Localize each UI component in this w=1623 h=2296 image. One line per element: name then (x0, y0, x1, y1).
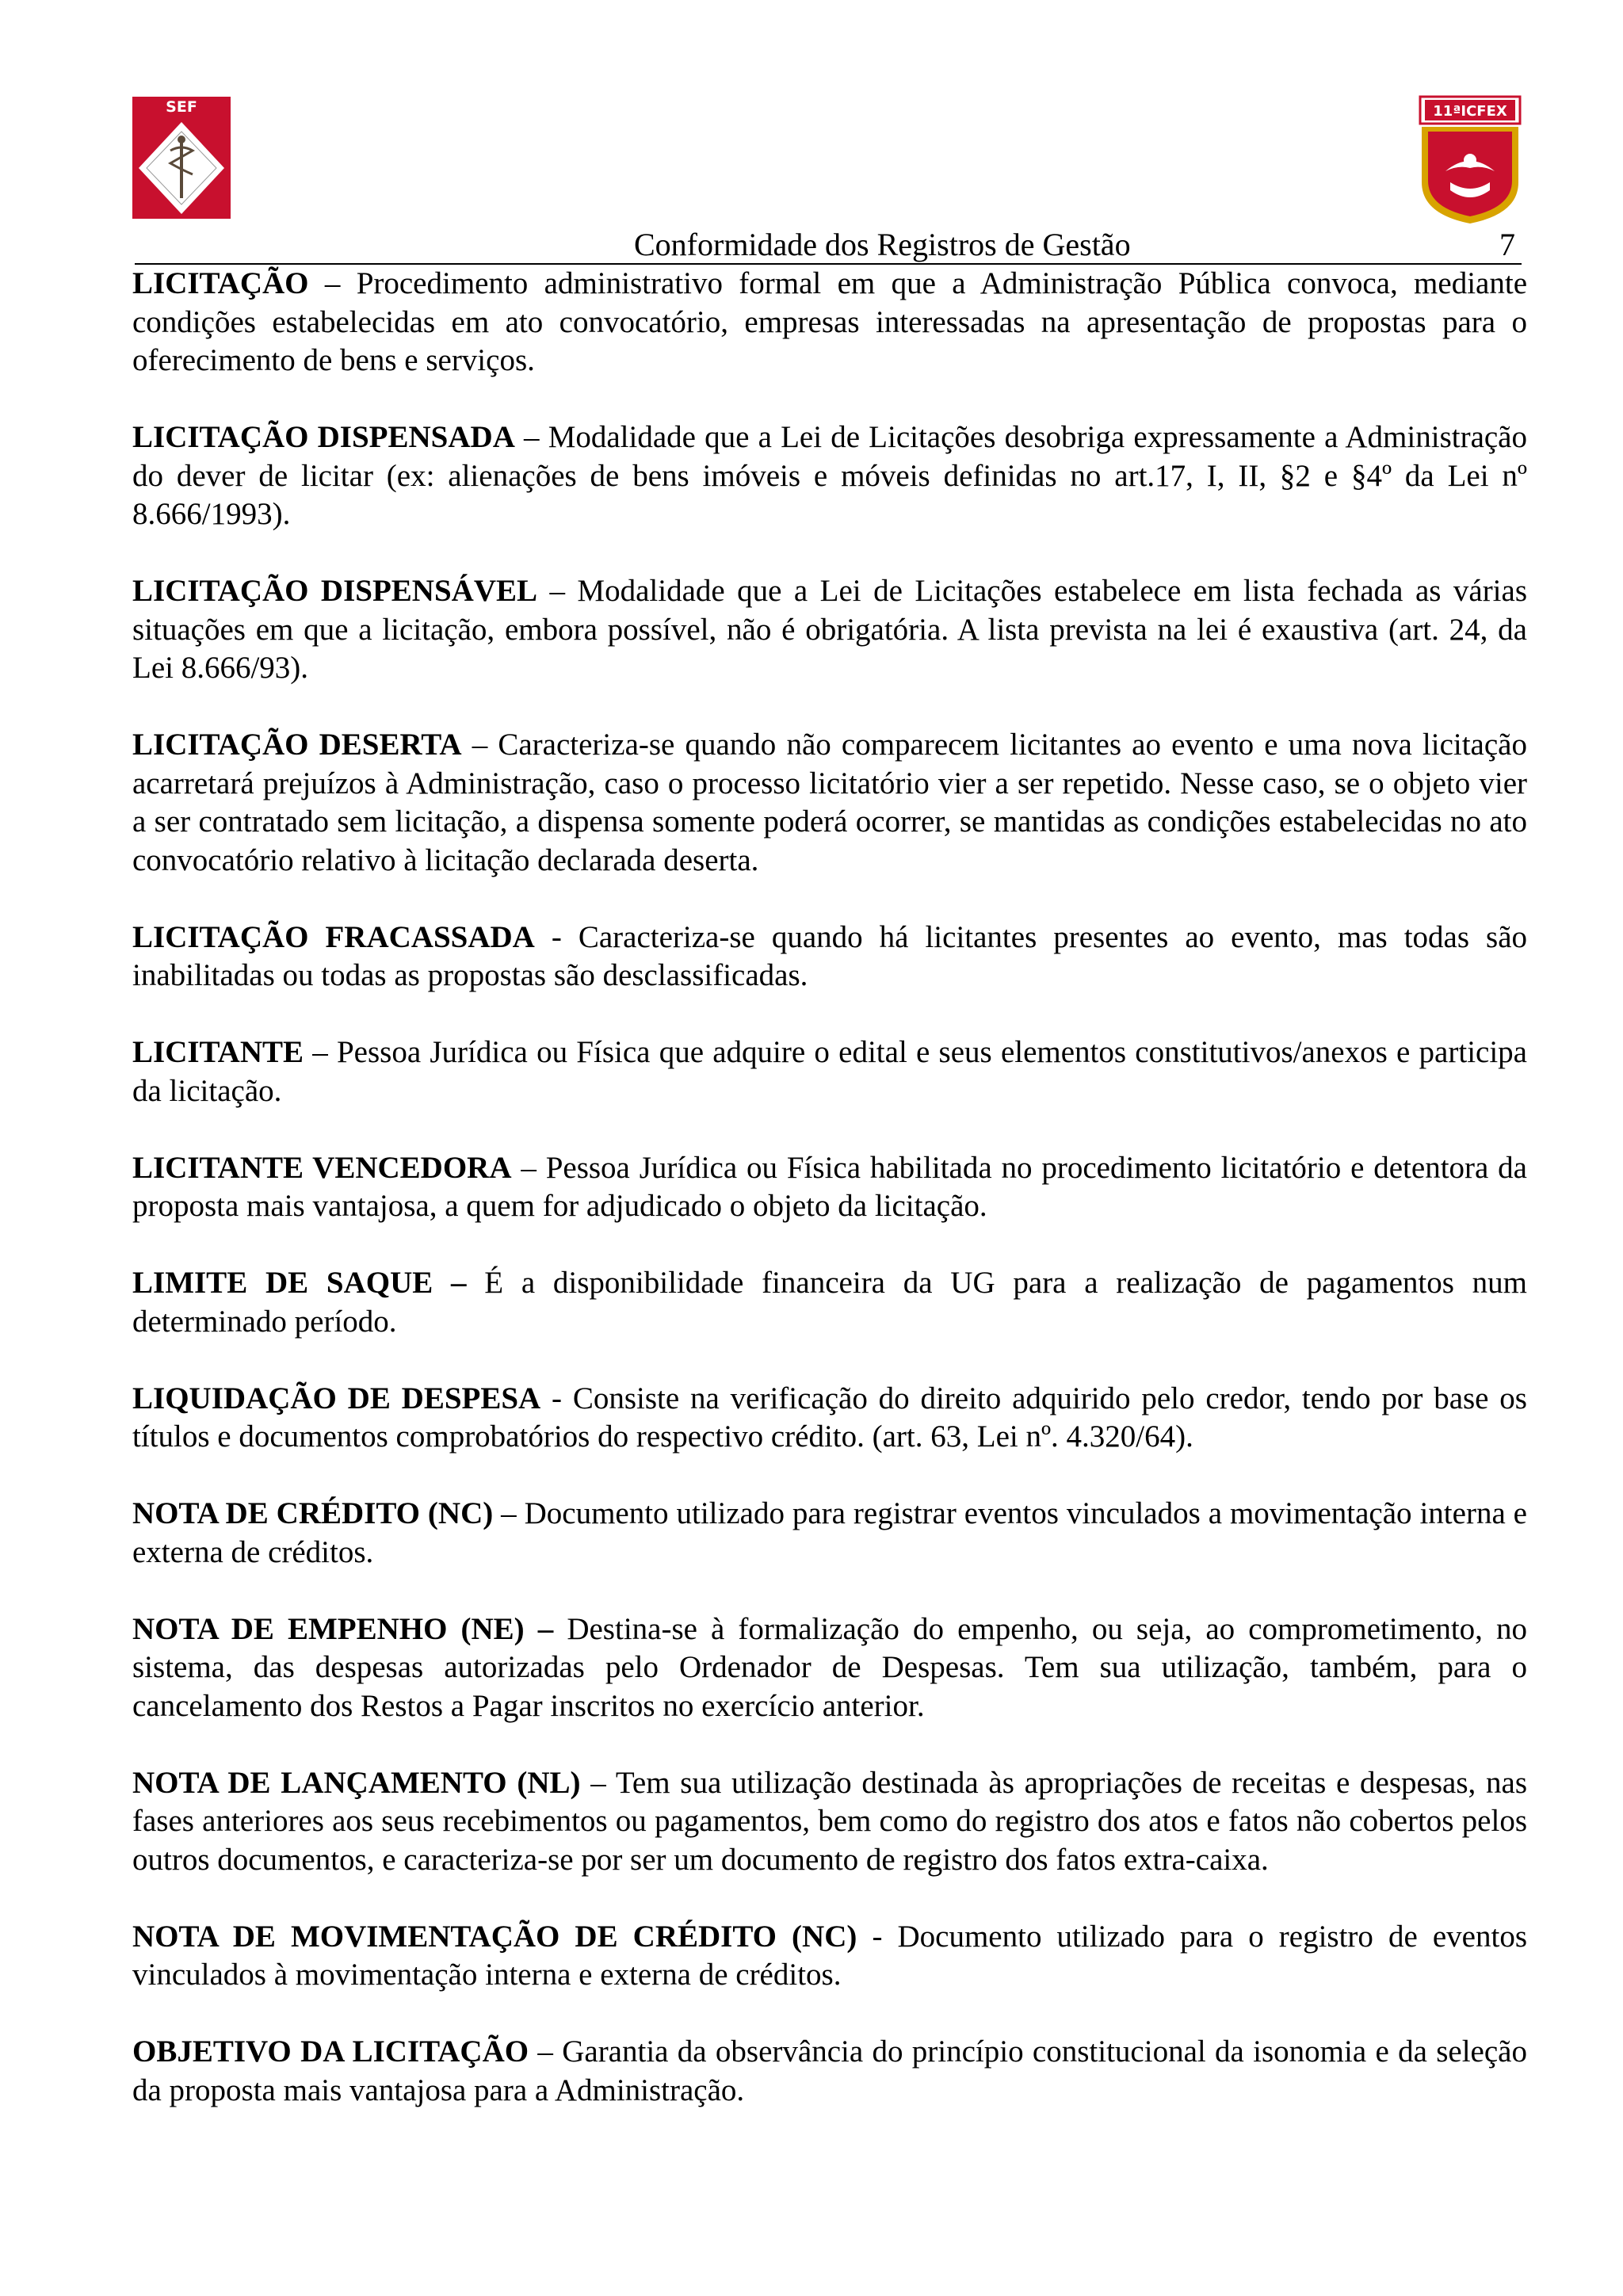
icfex-logo (1419, 95, 1522, 226)
paragraph-gap (132, 1725, 1527, 1764)
glossary-definition: Tem sua utilização destinada às apropriações de receitas e despesas, nas fases anteriores aos seus recebimentos ou pagamentos, bem como do registro dos atos e fatos não cobertos pelos outros documentos, e caracteriza-se por ser um documento de registro dos fatos extra-caixa. (132, 1765, 1528, 1877)
paragraph-gap (132, 1110, 1527, 1149)
paragraph-gap (132, 380, 1527, 419)
glossary-entry (132, 418, 1527, 534)
glossary-term: LICITANTE (132, 1035, 304, 1069)
glossary-entry (132, 2033, 1527, 2110)
term-separator: - (534, 919, 579, 954)
glossary-definition: É a disponibilidade financeira da UG para a realização de pagamentos num determinado período. (132, 1266, 1527, 1339)
glossary-term: LIMITE DE SAQUE – (132, 1266, 467, 1300)
glossary-entry (132, 265, 1527, 380)
paragraph-gap (132, 1226, 1527, 1265)
term-separator: – (308, 266, 357, 300)
glossary-definition: Documento utilizado para registrar eventos vinculados a movimentação interna e externa de créditos. (132, 1496, 1527, 1569)
sef-logo (131, 95, 232, 222)
paragraph-gap (132, 1457, 1527, 1496)
term-separator: – (529, 2034, 563, 2069)
term-separator: – (537, 574, 578, 608)
paragraph-gap (132, 880, 1527, 919)
glossary-entry (132, 726, 1527, 880)
paragraph-gap (132, 688, 1527, 727)
glossary-entry (132, 1495, 1527, 1572)
glossary-content (132, 265, 1527, 2110)
term-separator: – (580, 1765, 616, 1800)
term-separator: – (511, 1150, 546, 1185)
paragraph-gap (132, 534, 1527, 573)
glossary-term: NOTA DE EMPENHO (NE) – (132, 1611, 554, 1646)
paragraph-gap (132, 1879, 1527, 1918)
glossary-definition: Modalidade que a Lei de Licitações desobriga expressamente a Administração do dever de licitar (ex: alienações de bens imóveis e móveis definidas no art.17, I, II, §2 e §4º da Lei nº 8.666/1993). (132, 420, 1527, 531)
glossary-definition: Consiste na verificação do direito adquirido pelo credor, tendo por base os títulos e documentos comprobatórios do respectivo crédito. (art. 63, Lei nº. 4.320/64). (132, 1381, 1527, 1454)
page-number: 7 (1499, 227, 1515, 262)
glossary-term: LICITAÇÃO DISPENSÁVEL (132, 574, 538, 608)
glossary-term: LICITAÇÃO FRACASSADA (132, 919, 535, 954)
glossary-entry (132, 1918, 1527, 1995)
glossary-entry (132, 1149, 1527, 1226)
paragraph-gap (132, 1341, 1527, 1380)
glossary-term: NOTA DE LANÇAMENTO (NL) (132, 1765, 581, 1800)
glossary-definition: Caracteriza-se quando há licitantes presentes ao evento, mas todas são inabilitadas ou todas as propostas são desclassificadas. (132, 919, 1527, 992)
glossary-entry (132, 1380, 1527, 1457)
glossary-entry (132, 1264, 1527, 1341)
glossary-term: LICITAÇÃO DISPENSADA (132, 420, 515, 454)
svg-text:11ªICFEX: 11ªICFEX (1433, 103, 1507, 120)
glossary-entry (132, 1610, 1527, 1726)
term-separator: – (493, 1496, 525, 1530)
glossary-term: LICITAÇÃO DESERTA (132, 728, 462, 762)
glossary-definition: Documento utilizado para o registro de eventos vinculados à movimentação interna e externa de créditos. (132, 1919, 1527, 1992)
glossary-term: OBJETIVO DA LICITAÇÃO (132, 2034, 529, 2069)
term-separator: – (461, 728, 498, 762)
term-separator: – (514, 420, 548, 454)
glossary-definition: Pessoa Jurídica ou Física habilitada no procedimento licitatório e detentora da proposta mais vantajosa, a quem for adjudicado o objeto da licitação. (132, 1150, 1527, 1223)
glossary-entry (132, 572, 1527, 688)
glossary-entry (132, 1033, 1527, 1110)
paragraph-gap (132, 995, 1527, 1034)
term-separator: - (540, 1381, 573, 1415)
glossary-term: LIQUIDAÇÃO DE DESPESA (132, 1381, 541, 1415)
running-header (135, 227, 1522, 265)
header-title: Conformidade dos Registros de Gestão (634, 227, 1131, 262)
svg-text:SEF: SEF (166, 98, 197, 116)
term-separator: – (304, 1035, 337, 1069)
glossary-term: NOTA DE CRÉDITO (NC) (132, 1496, 494, 1530)
glossary-entry (132, 919, 1527, 995)
term-separator: - (857, 1919, 898, 1954)
glossary-definition: Pessoa Jurídica ou Física que adquire o edital e seus elementos constitutivos/anexos e participa da licitação. (132, 1035, 1527, 1108)
paragraph-gap (132, 1572, 1527, 1610)
glossary-term: NOTA DE MOVIMENTAÇÃO DE CRÉDITO (NC) (132, 1919, 857, 1954)
glossary-definition: Modalidade que a Lei de Licitações estabelece em lista fechada as várias situações em que a licitação, embora possível, não é obrigatória. A lista prevista na lei é exaustiva (art. 24, da Lei 8.666/93). (132, 574, 1527, 685)
glossary-definition: Garantia da observância do princípio constitucional da isonomia e da seleção da proposta mais vantajosa para a Administração. (132, 2034, 1527, 2107)
term-separator (553, 1612, 567, 1646)
glossary-definition: Procedimento administrativo formal em que a Administração Pública convoca, mediante condições estabelecidas em ato convocatório, empresas interessadas na apresentação de propostas para o oferecimento de bens e serviços. (132, 266, 1527, 377)
glossary-definition: Destina-se à formalização do empenho, ou seja, ao comprometimento, no sistema, das despesas autorizadas pelo Ordenador de Despesas. Tem sua utilização, também, para o cancelamento dos Restos a Pagar inscritos no exercício anterior. (132, 1611, 1527, 1723)
glossary-entry (132, 1764, 1527, 1880)
glossary-definition: Caracteriza-se quando não comparecem licitantes ao evento e uma nova licitação acarretará prejuízos à Administração, caso o processo licitatório vier a ser repetido. Nesse caso, se o objeto vier a ser contratado sem licitação, a dispensa somente poderá ocorrer, se mantidas as condições estabelecidas no ato convocatório relativo à licitação declarada deserta. (132, 728, 1527, 877)
term-separator (467, 1266, 485, 1300)
glossary-term: LICITAÇÃO (132, 266, 309, 300)
paragraph-gap (132, 1995, 1527, 2034)
glossary-term: LICITANTE VENCEDORA (132, 1150, 512, 1185)
